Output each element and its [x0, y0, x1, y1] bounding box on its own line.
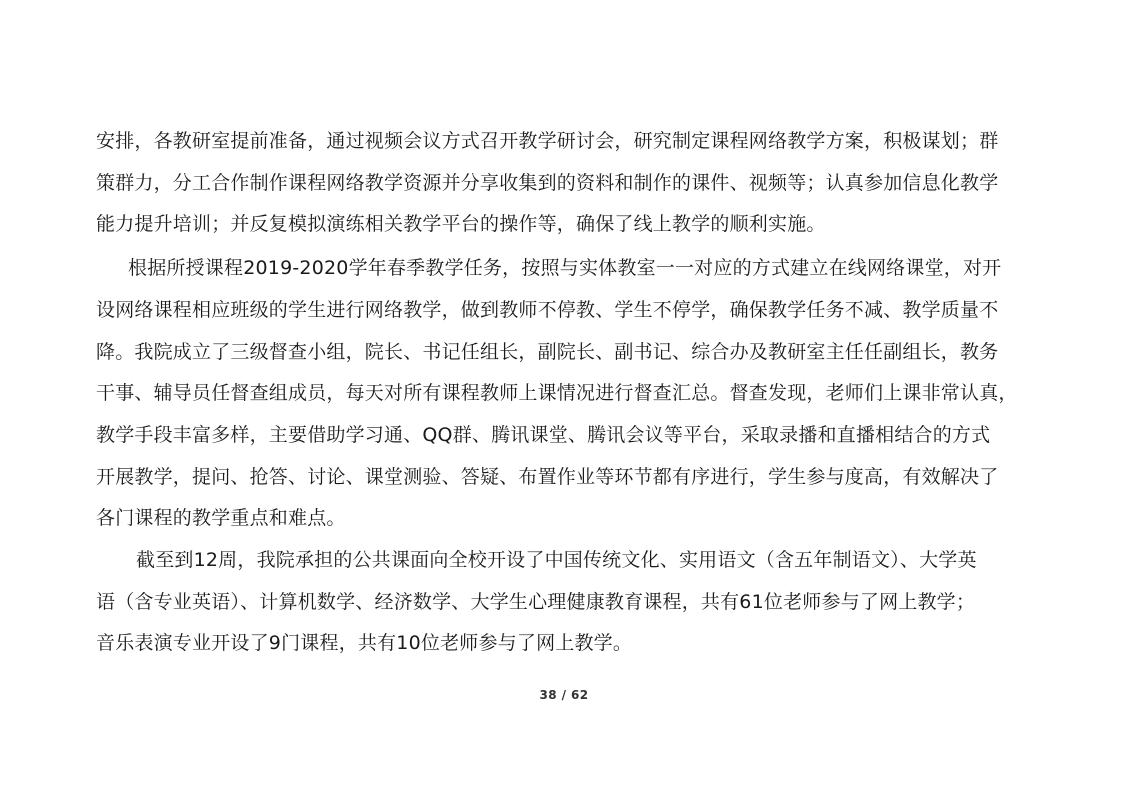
body-text-line: 设网络课程相应班级的学生进行网络教学，做到教师不停教、学生不停学，确保教学任务不减、教学质量不	[96, 299, 999, 321]
paragraph-start-line: 根据所授课程2019-2020学年春季教学任务，按照与实体教室一一对应的方式建立在线网络课堂，对开	[128, 257, 1002, 279]
body-text-line: 策群力，分工合作制作课程网络教学资源并分享收集到的资料和制作的课件、视频等；认真参加信息化教学	[96, 172, 999, 194]
page-number: 38 / 62	[539, 688, 589, 702]
body-text-line: 音乐表演专业开设了9门课程，共有10位老师参与了网上教学。	[96, 632, 633, 654]
body-text-line: 降。我院成立了三级督查小组，院长、书记任组长，副院长、副书记、综合办及教研室主任任副组长，教务	[96, 341, 999, 363]
body-text-line: 安排，各教研室提前准备，通过视频会议方式召开教学研讨会，研究制定课程网络教学方案，积极谋划；群	[96, 130, 999, 152]
paragraph-start-line: 截至到12周，我院承担的公共课面向全校开设了中国传统文化、实用语文（含五年制语文）、大学英	[136, 549, 977, 571]
body-text-line: 各门课程的教学重点和难点。	[96, 507, 346, 529]
body-text-line: 开展教学，提问、抢答、讨论、课堂测验、答疑、布置作业等环节都有序进行，学生参与度高，有效解决了	[96, 466, 999, 488]
body-text-line: 能力提升培训；并反复模拟演练相关教学平台的操作等，确保了线上教学的顺利实施。	[96, 213, 826, 235]
body-text-line: 教学手段丰富多样，主要借助学习通、QQ群、腾讯课堂、腾讯会议等平台，采取录播和直播相结合的方式	[96, 424, 991, 446]
body-text-line: 语（含专业英语）、计算机数学、经济数学、大学生心理健康教育课程，共有61位老师参与了网上教学；	[96, 591, 976, 613]
body-text-line: 干事、辅导员任督查组成员，每天对所有课程教师上课情况进行督查汇总。督查发现，老师们上课非常认真，	[96, 382, 1018, 404]
